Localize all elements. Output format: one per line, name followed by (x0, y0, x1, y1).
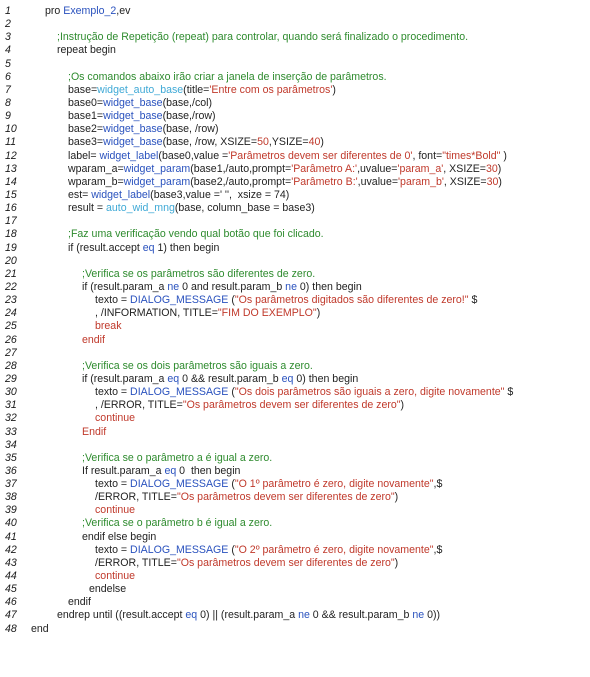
code-text: (base0,value = (158, 149, 229, 162)
code-line (0, 439, 590, 452)
code-keyword: widget_base (103, 110, 163, 123)
code-content (82, 334, 105, 347)
code-text: base3= (68, 136, 104, 149)
code-text: , /ERROR, TITLE= (95, 399, 183, 412)
code-string: 'param_b' (398, 175, 444, 188)
code-line (0, 583, 590, 596)
code-line (0, 58, 590, 71)
code-keyword: widget_base (103, 123, 163, 136)
code-comment: ;Faz uma verificação vendo qual botão que foi clicado. (68, 228, 324, 241)
code-content (68, 71, 387, 84)
code-line (0, 136, 590, 149)
line-number: 39 (5, 504, 17, 517)
code-content (89, 583, 126, 596)
code-text: if (result.accept (68, 241, 143, 254)
code-comment: ;Verifica se o parâmetro b é igual a zero. (82, 517, 273, 530)
code-line (0, 44, 590, 57)
code-text: texto = (95, 386, 131, 399)
code-text: (base,/col) (162, 96, 213, 109)
line-number: 22 (5, 280, 17, 293)
code-string: continue (95, 504, 136, 517)
code-line (0, 307, 590, 320)
code-text: /ERROR, TITLE= (95, 556, 177, 569)
code-line (0, 373, 590, 386)
code-content (82, 281, 362, 294)
code-line (0, 426, 590, 439)
code-function: auto_wid_mng (105, 202, 175, 215)
code-text: texto = (95, 478, 131, 491)
code-line (0, 544, 590, 557)
code-keyword: widget_base (103, 96, 163, 109)
line-number: 16 (5, 202, 17, 215)
code-content (95, 478, 442, 491)
code-text: $ (468, 294, 478, 307)
line-number: 3 (5, 31, 11, 44)
code-text: ) (394, 556, 399, 569)
code-line (0, 189, 590, 202)
line-number: 27 (5, 346, 17, 359)
line-number: 47 (5, 609, 17, 622)
line-number: 19 (5, 241, 17, 254)
code-line (0, 557, 590, 570)
line-number: 5 (5, 57, 11, 70)
code-comment: ;Verifica se os dois parâmetros são iguais a zero. (82, 359, 313, 372)
code-keyword: ne (285, 280, 297, 293)
code-keyword: Exemplo_2 (63, 5, 117, 17)
code-line (0, 517, 590, 530)
line-number: 37 (5, 478, 17, 491)
line-number: 30 (5, 386, 17, 399)
code-text: ) (500, 149, 507, 162)
code-text: ) (332, 83, 336, 96)
code-content (82, 426, 106, 439)
code-text: if (result.param_a (82, 372, 168, 385)
code-content (68, 110, 216, 123)
code-text: 0 then begin (176, 464, 241, 477)
code-line (0, 5, 590, 18)
code-keyword: DIALOG_MESSAGE (130, 386, 229, 399)
code-line (0, 228, 590, 241)
line-number: 32 (5, 412, 17, 425)
code-text: ,$ (433, 478, 443, 491)
code-line (0, 176, 590, 189)
code-comment: ;Verifica se os parâmetros são diferentes de zero. (82, 267, 316, 280)
code-line (0, 399, 590, 412)
code-string: 30 (486, 175, 499, 188)
code-text: 0) then begin (293, 372, 359, 385)
code-content (95, 412, 135, 425)
code-keyword: eq (167, 372, 180, 385)
code-content (68, 596, 91, 609)
line-number: 46 (5, 596, 17, 609)
code-content (82, 531, 156, 544)
code-text: base1= (68, 110, 104, 123)
code-keyword: ne (167, 280, 180, 293)
code-keyword: eq (281, 372, 294, 385)
code-line (0, 294, 590, 307)
line-number: 44 (5, 570, 17, 583)
code-string: "Os parâmetros devem ser diferentes de zero" (182, 399, 401, 412)
code-text: (base1,/auto,prompt= (190, 162, 292, 175)
code-text: ) (497, 162, 502, 175)
code-content (57, 44, 116, 57)
code-text: est= (68, 188, 92, 201)
line-number: 29 (5, 372, 17, 385)
line-number: 34 (5, 438, 17, 451)
code-line (0, 18, 590, 31)
code-content (95, 386, 513, 399)
line-number: 10 (5, 123, 17, 136)
code-line (0, 452, 590, 465)
code-keyword: widget_label (99, 149, 159, 162)
line-number: 13 (5, 162, 17, 175)
code-text: endif (68, 596, 91, 609)
code-line (0, 202, 590, 215)
code-text: 1) then begin (154, 241, 220, 254)
code-line (0, 465, 590, 478)
code-text: (base, /row) (162, 123, 219, 136)
code-text: 0) || (result.param_a (197, 609, 299, 622)
code-text: result = (68, 202, 106, 215)
line-number: 31 (5, 399, 17, 412)
code-line (0, 491, 590, 504)
line-number: 33 (5, 425, 17, 438)
code-text: ( (228, 386, 235, 399)
line-number: 35 (5, 451, 17, 464)
code-content (68, 123, 219, 136)
line-number: 1 (5, 5, 11, 17)
code-line (0, 504, 590, 517)
code-comment: ;Verifica se o parâmetro a é igual a zero. (82, 451, 273, 464)
line-number: 41 (5, 530, 17, 543)
line-number: 8 (5, 96, 11, 109)
line-number: 15 (5, 188, 17, 201)
code-text: 0 and result.param_b (179, 280, 286, 293)
code-text: base0= (68, 96, 104, 109)
code-keyword: eq (164, 464, 177, 477)
code-line (0, 570, 590, 583)
code-line (0, 268, 590, 281)
code-text: , /INFORMATION, TITLE= (95, 307, 218, 320)
code-string: "Os parâmetros devem ser diferentes de zero" (176, 556, 395, 569)
code-content (68, 228, 324, 241)
code-content (45, 5, 130, 18)
code-keyword: ne (298, 609, 310, 622)
code-text: ,uvalue= (357, 162, 398, 175)
code-string: 'Entre com os parâmetros' (209, 83, 333, 96)
code-string: "O 1º parâmetro é zero, digite novamente" (234, 478, 434, 491)
code-content (68, 202, 315, 215)
line-number: 26 (5, 333, 17, 346)
code-line (0, 163, 590, 176)
code-line (0, 97, 590, 110)
code-text: wparam_a= (68, 162, 124, 175)
code-string: "times*Bold" (442, 149, 501, 162)
code-comment: ;Os comandos abaixo irão criar a janela de inserção de parâmetros. (68, 70, 387, 83)
code-keyword: widget_label (91, 188, 151, 201)
code-text: (base2,/auto,prompt= (190, 175, 292, 188)
code-string: continue (95, 570, 136, 583)
line-number: 11 (5, 136, 16, 149)
code-content (95, 294, 477, 307)
code-string: continue (95, 412, 136, 425)
code-string: "Os dois parâmetros são iguais a zero, digite novamente" (234, 386, 505, 399)
code-content (68, 189, 289, 202)
code-text: ,YSIZE= (268, 136, 309, 149)
code-text: end (31, 622, 49, 635)
code-line (0, 150, 590, 163)
code-text: ( (228, 294, 235, 307)
code-text: , XSIZE= (443, 162, 486, 175)
code-text: /ERROR, TITLE= (95, 491, 177, 504)
code-content (31, 623, 49, 636)
code-content (68, 176, 502, 189)
code-content (68, 150, 507, 163)
code-content (95, 399, 404, 412)
line-number: 36 (5, 464, 17, 477)
code-content (95, 504, 135, 517)
code-text: if (result.param_a (82, 280, 168, 293)
line-number: 48 (5, 622, 17, 635)
line-number: 2 (5, 18, 11, 31)
code-text: endelse (89, 583, 127, 596)
code-text: base2= (68, 123, 104, 136)
code-line (0, 215, 590, 228)
code-keyword: widget_param (123, 162, 191, 175)
code-function: widget_auto_base (97, 83, 184, 96)
code-text: texto = (95, 543, 131, 556)
code-text: If result.param_a (82, 464, 165, 477)
code-keyword: widget_param (123, 175, 191, 188)
code-text: , XSIZE= (443, 175, 487, 188)
code-text: label= (68, 149, 100, 162)
code-text: ( (228, 478, 235, 491)
line-number: 12 (5, 149, 17, 162)
code-content (82, 465, 240, 478)
code-string: endif (82, 333, 105, 346)
code-text: repeat begin (57, 44, 116, 57)
code-line (0, 31, 590, 44)
code-string: 50 (257, 136, 269, 149)
code-content (82, 452, 272, 465)
line-number: 43 (5, 556, 17, 569)
code-content (82, 373, 358, 386)
code-line (0, 242, 590, 255)
code-content (95, 307, 320, 320)
code-text: (base, column_base = base3) (174, 202, 315, 215)
code-keyword: DIALOG_MESSAGE (130, 478, 229, 491)
code-text: 0 && result.param_b (179, 372, 282, 385)
code-string: 'param_a' (397, 162, 444, 175)
code-content (68, 84, 336, 97)
code-text: , font= (412, 149, 443, 162)
code-content (82, 517, 272, 530)
code-comment: ;Instrução de Repetição (repeat) para controlar, quando será finalizado o procedimento. (57, 31, 469, 44)
code-text: ( (228, 543, 235, 556)
code-content (95, 491, 398, 504)
code-content (68, 163, 501, 176)
code-content (95, 570, 135, 583)
code-line (0, 596, 590, 609)
code-line (0, 255, 590, 268)
code-keyword: DIALOG_MESSAGE (130, 543, 229, 556)
code-keyword: widget_base (103, 136, 163, 149)
code-line (0, 334, 590, 347)
code-keyword: eq (185, 609, 198, 622)
line-number: 40 (5, 517, 17, 530)
line-number: 21 (5, 267, 17, 280)
code-string: "Os parâmetros devem ser diferentes de zero" (176, 491, 395, 504)
code-text: (title= (183, 83, 210, 96)
code-string: 'Parâmetro B:' (291, 175, 358, 188)
line-number: 17 (5, 215, 17, 228)
line-number: 23 (5, 294, 17, 307)
code-text: 0 && result.param_b (309, 609, 413, 622)
code-content (68, 136, 324, 149)
code-line (0, 386, 590, 399)
code-listing (0, 5, 590, 636)
code-line (0, 478, 590, 491)
line-number: 4 (5, 44, 11, 57)
code-content (68, 242, 219, 255)
code-content (57, 609, 440, 622)
code-keyword: ne (412, 609, 425, 622)
code-content (82, 360, 313, 373)
code-line (0, 360, 590, 373)
line-number: 14 (5, 175, 17, 188)
line-number: 9 (5, 110, 11, 123)
code-text: ) (400, 399, 405, 412)
line-number: 42 (5, 543, 17, 556)
line-number: 7 (5, 83, 11, 96)
code-string: 40 (308, 136, 321, 149)
code-text: $ (504, 386, 514, 399)
code-text: endif else begin (82, 530, 157, 543)
line-number: 45 (5, 583, 17, 596)
line-number: 28 (5, 359, 17, 372)
line-number: 38 (5, 491, 17, 504)
code-line (0, 320, 590, 333)
code-text: ) (320, 136, 324, 149)
code-text: (base,/row) (162, 110, 216, 123)
code-line (0, 609, 590, 622)
code-text: pro (45, 5, 64, 17)
code-string: 30 (485, 162, 498, 175)
code-string: "FIM DO EXEMPLO" (217, 307, 317, 320)
code-text: ) (498, 175, 502, 188)
line-number: 25 (5, 320, 17, 333)
code-content (95, 557, 398, 570)
code-line (0, 347, 590, 360)
code-line (0, 123, 590, 136)
code-text: ) (394, 491, 399, 504)
code-line (0, 110, 590, 123)
code-text: ,uvalue= (357, 175, 399, 188)
code-text: 0)) (424, 609, 441, 622)
code-text: ,$ (433, 543, 443, 556)
code-string: break (95, 320, 122, 333)
code-text: base= (68, 83, 98, 96)
code-text: texto = (95, 294, 131, 307)
code-line (0, 281, 590, 294)
code-text: ) (316, 307, 321, 320)
line-number: 18 (5, 228, 17, 241)
code-string: "O 2º parâmetro é zero, digite novamente" (234, 543, 434, 556)
line-number: 24 (5, 307, 17, 320)
code-string: 'Parâmetros devem ser diferentes de 0' (228, 149, 413, 162)
line-number: 20 (5, 254, 17, 267)
code-string: Endif (82, 425, 107, 438)
code-keyword: eq (142, 241, 155, 254)
code-content (82, 268, 315, 281)
code-content (95, 320, 122, 333)
code-content (68, 97, 212, 110)
code-text: (base, /row, XSIZE= (162, 136, 258, 149)
code-line (0, 412, 590, 425)
code-line (0, 84, 590, 97)
code-text: 0) then begin (296, 280, 362, 293)
code-text: endrep until ((result.accept (57, 609, 186, 622)
code-string: 'Parâmetro A:' (291, 162, 358, 175)
line-number: 6 (5, 70, 11, 83)
code-text: (base3,value =' '', xsize = 74) (150, 188, 290, 201)
code-text: wparam_b= (68, 175, 124, 188)
code-keyword: DIALOG_MESSAGE (130, 294, 229, 307)
code-text: ,ev (116, 5, 131, 17)
code-content (57, 31, 468, 44)
code-line (0, 71, 590, 84)
code-content (95, 544, 442, 557)
code-line (0, 623, 590, 636)
code-string: "Os parâmetros digitados são diferentes de zero!" (234, 294, 469, 307)
code-line (0, 531, 590, 544)
